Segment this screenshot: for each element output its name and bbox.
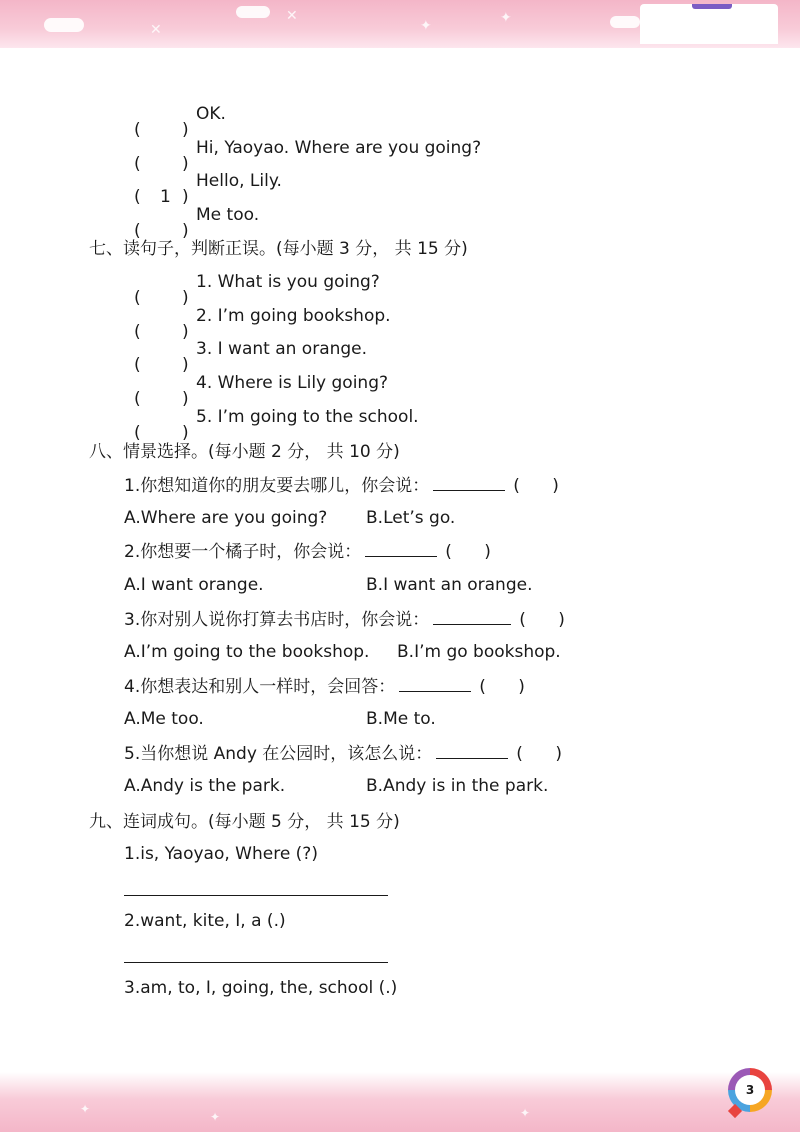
answer-blank[interactable] [433,608,511,625]
dialogue-item: ( ) Hi, Yaoyao. Where are you going? [134,138,482,174]
question-text: 2.你想要一个橘子时，你会说： [124,542,362,562]
choice-question [124,540,491,563]
answer-paren[interactable]: ( ) [513,476,559,496]
question-text: 5.当你想说 Andy 在公园时，该怎么说： [124,744,433,764]
dialogue-item: ( 1 ) Hello, Lily. [134,171,282,207]
dialogue-text: Hi, Yaoyao. Where are you going? [196,138,482,158]
question-text: 4.你想表达和别人一样时，会回答： [124,677,396,697]
answer-line[interactable] [124,895,388,896]
dialogue-item: ( ) Me too. [134,205,260,241]
answer-blank[interactable] [399,675,471,692]
sentence-prompt: 1.is, Yaoyao, Where (?) [124,844,318,864]
sentence-prompt: 3.am, to, I, going, the, school (.) [124,978,398,998]
answer-blank[interactable] [433,474,505,491]
answer-line[interactable] [124,962,388,963]
section-8-heading: 八、情景选择。(每小题 2 分， 共 10 分) [89,442,400,462]
section-7-heading: 七、读句子，判断正误。(每小题 3 分， 共 15 分) [89,239,468,259]
judge-item: ( ) 5. I’m going to the school. [134,407,419,443]
choice-question [124,474,559,497]
judge-text: 3. I want an orange. [196,339,368,359]
answer-blank[interactable] [436,742,508,759]
sentence-prompt: 2.want, kite, I, a (.) [124,911,286,931]
dialogue-text: Me too. [196,205,260,225]
choice-option-a: A.Me too. [124,709,204,729]
answer-paren[interactable]: ( ) [445,542,491,562]
dialogue-item: ( ) OK. [134,104,226,140]
judge-item: ( ) 3. I want an orange. [134,339,368,375]
answer-blank[interactable] [365,540,437,557]
judge-item: ( ) 1. What is you going? [134,272,380,308]
choice-question [124,608,565,631]
dialogue-text: OK. [196,104,226,124]
page-number: 3 [735,1075,765,1105]
choice-option-b: B.I want an orange. [366,575,533,595]
section-9-heading: 九、连词成句。(每小题 5 分， 共 15 分) [89,812,400,832]
judge-text: 4. Where is Lily going? [196,373,389,393]
choice-option-b: B.Andy is in the park. [366,776,549,796]
judge-text: 1. What is you going? [196,272,380,292]
choice-option-b: B.Let’s go. [366,508,456,528]
question-text: 1.你想知道你的朋友要去哪儿，你会说： [124,476,430,496]
choice-option-a: A.I’m going to the bookshop. [124,642,370,662]
choice-option-b: B.I’m go bookshop. [397,642,561,662]
header-tab [640,4,778,44]
judge-text: 5. I’m going to the school. [196,407,419,427]
choice-question [124,675,525,698]
question-text: 3.你对别人说你打算去书店时，你会说： [124,610,430,630]
choice-option-a: A.Andy is the park. [124,776,286,796]
footer-decoration: ✦ ✦ ✦ [0,1072,800,1132]
answer-paren[interactable]: ( ) [519,610,565,630]
answer-paren[interactable]: ( ) [516,744,562,764]
answer-paren[interactable]: ( ) [479,677,525,697]
choice-question [124,742,562,765]
dialogue-text: Hello, Lily. [196,171,282,191]
judge-text: 2. I’m going bookshop. [196,306,391,326]
choice-option-b: B.Me to. [366,709,436,729]
judge-item: ( ) 2. I’m going bookshop. [134,306,391,342]
header-decoration: ✕ ✕ ✦ ✦ [0,0,800,48]
choice-option-a: A.I want orange. [124,575,264,595]
page-number-badge [728,1068,772,1112]
judge-item: ( ) 4. Where is Lily going? [134,373,389,409]
choice-option-a: A.Where are you going? [124,508,328,528]
